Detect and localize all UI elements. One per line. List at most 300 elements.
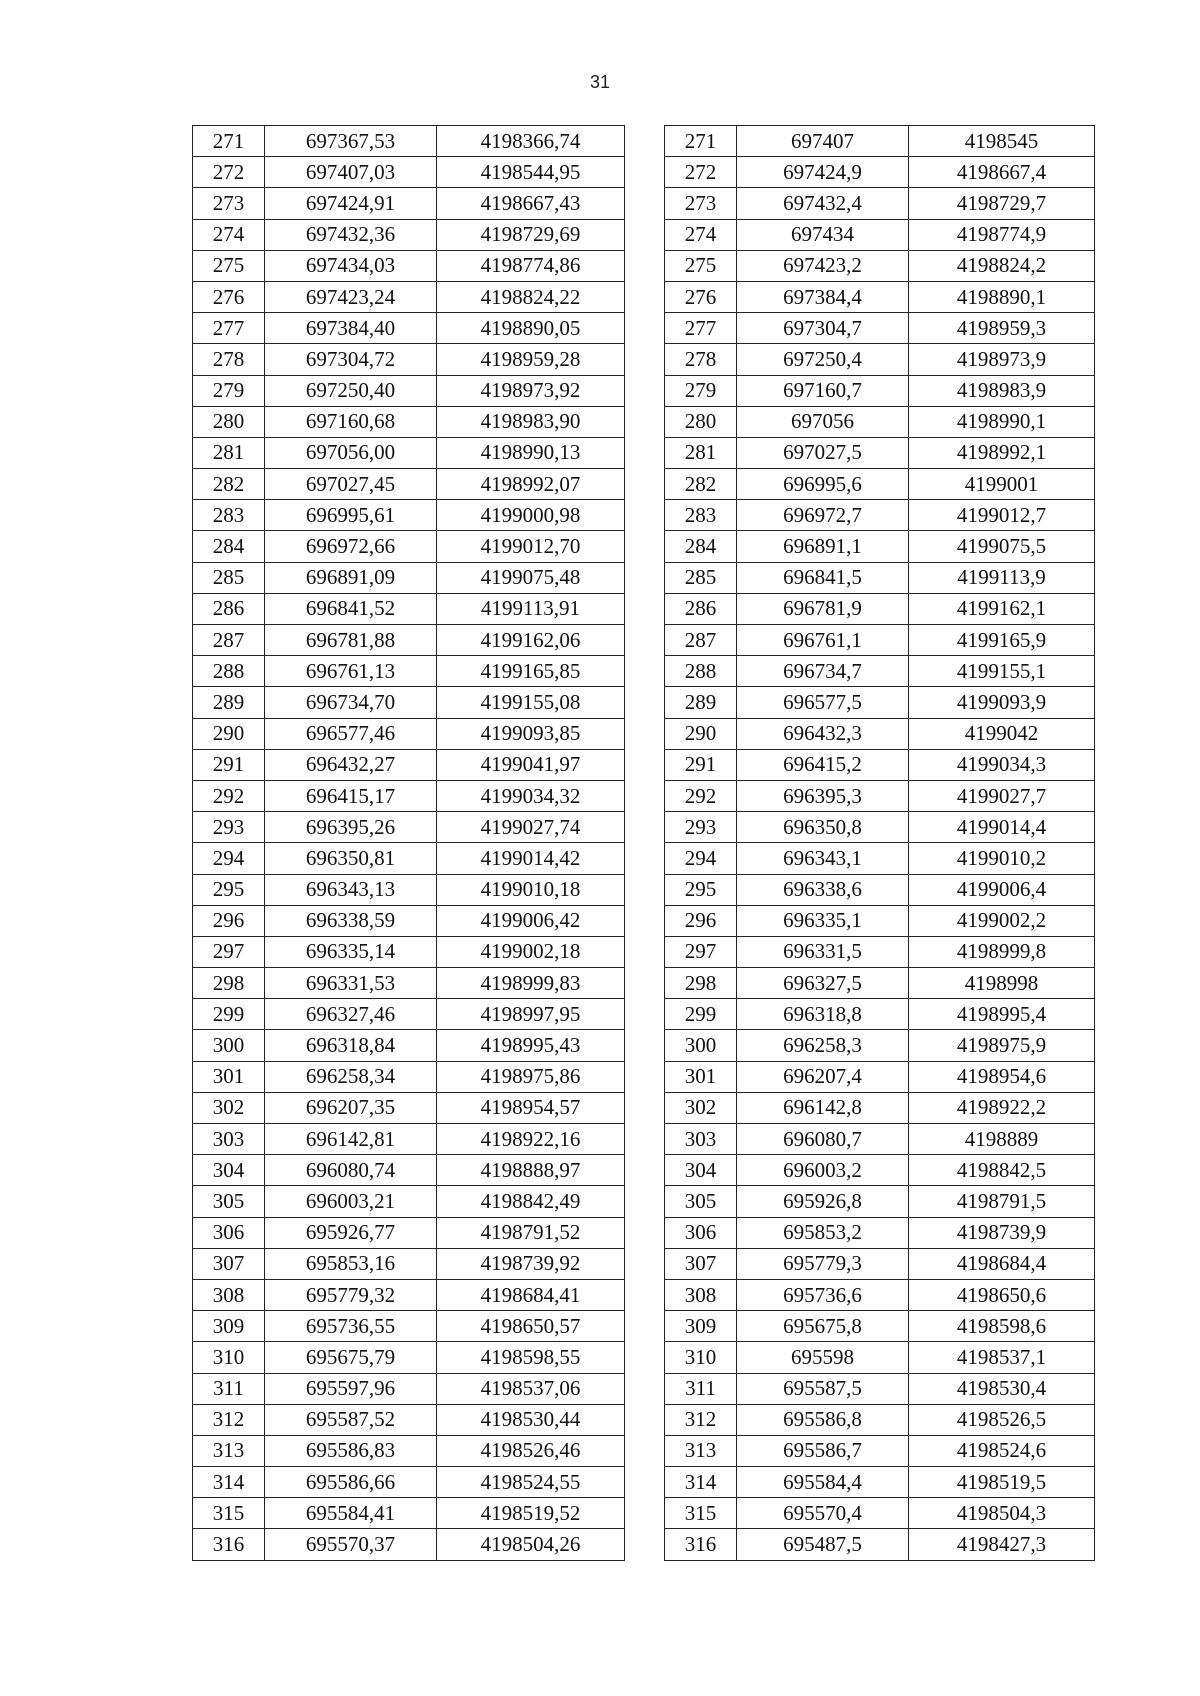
y-coordinate-cell: 4198524,6	[909, 1435, 1095, 1466]
y-coordinate-cell: 4198975,86	[437, 1061, 625, 1092]
table-row	[193, 1529, 625, 1560]
x-coordinate-cell: 697384,4	[737, 281, 909, 312]
point-number-cell: 296	[665, 905, 737, 936]
table-row	[665, 1124, 1095, 1155]
x-coordinate-cell: 696327,46	[265, 999, 437, 1030]
x-coordinate-cell: 696080,7	[737, 1124, 909, 1155]
x-coordinate-cell: 696734,70	[265, 687, 437, 718]
y-coordinate-cell: 4199162,1	[909, 593, 1095, 624]
point-number-cell: 316	[193, 1529, 265, 1560]
table-row	[665, 126, 1095, 157]
point-number-cell: 300	[193, 1030, 265, 1061]
coordinates-table-left	[192, 125, 625, 1561]
y-coordinate-cell: 4198995,4	[909, 999, 1095, 1030]
table-row	[193, 1155, 625, 1186]
table-row	[665, 1404, 1095, 1435]
y-coordinate-cell: 4199155,08	[437, 687, 625, 718]
x-coordinate-cell: 695584,41	[265, 1498, 437, 1529]
x-coordinate-cell: 697384,40	[265, 313, 437, 344]
x-coordinate-cell: 696343,1	[737, 843, 909, 874]
table-row	[665, 1467, 1095, 1498]
table-row	[665, 531, 1095, 562]
table-row	[665, 812, 1095, 843]
x-coordinate-cell: 696207,4	[737, 1061, 909, 1092]
point-number-cell: 305	[193, 1186, 265, 1217]
table-row	[193, 968, 625, 999]
table-row	[665, 936, 1095, 967]
point-number-cell: 303	[665, 1124, 737, 1155]
point-number-cell: 281	[665, 437, 737, 468]
point-number-cell: 287	[665, 625, 737, 656]
y-coordinate-cell: 4198739,92	[437, 1248, 625, 1279]
point-number-cell: 284	[665, 531, 737, 562]
x-coordinate-cell: 696761,13	[265, 656, 437, 687]
point-number-cell: 283	[193, 500, 265, 531]
y-coordinate-cell: 4199093,85	[437, 718, 625, 749]
x-coordinate-cell: 696258,34	[265, 1061, 437, 1092]
point-number-cell: 294	[193, 843, 265, 874]
x-coordinate-cell: 696335,1	[737, 905, 909, 936]
table-row	[665, 469, 1095, 500]
point-number-cell: 288	[193, 656, 265, 687]
table-row	[193, 313, 625, 344]
x-coordinate-cell: 695586,7	[737, 1435, 909, 1466]
coordinates-table-right-body	[665, 126, 1095, 1561]
point-number-cell: 274	[193, 219, 265, 250]
y-coordinate-cell: 4198922,2	[909, 1092, 1095, 1123]
point-number-cell: 296	[193, 905, 265, 936]
point-number-cell: 299	[193, 999, 265, 1030]
y-coordinate-cell: 4199034,32	[437, 780, 625, 811]
point-number-cell: 311	[665, 1373, 737, 1404]
y-coordinate-cell: 4198537,1	[909, 1342, 1095, 1373]
y-coordinate-cell: 4198999,83	[437, 968, 625, 999]
point-number-cell: 316	[665, 1529, 737, 1560]
y-coordinate-cell: 4198684,4	[909, 1248, 1095, 1279]
x-coordinate-cell: 697056,00	[265, 437, 437, 468]
y-coordinate-cell: 4198650,6	[909, 1279, 1095, 1310]
x-coordinate-cell: 697424,91	[265, 188, 437, 219]
table-row	[193, 1279, 625, 1310]
y-coordinate-cell: 4198983,9	[909, 375, 1095, 406]
point-number-cell: 282	[665, 469, 737, 500]
x-coordinate-cell: 696415,17	[265, 780, 437, 811]
x-coordinate-cell: 696734,7	[737, 656, 909, 687]
y-coordinate-cell: 4198598,6	[909, 1311, 1095, 1342]
table-row	[665, 1155, 1095, 1186]
point-number-cell: 311	[193, 1373, 265, 1404]
y-coordinate-cell: 4198545	[909, 126, 1095, 157]
table-row	[193, 749, 625, 780]
point-number-cell: 295	[665, 874, 737, 905]
table-row	[665, 625, 1095, 656]
y-coordinate-cell: 4198959,28	[437, 344, 625, 375]
table-row	[193, 1498, 625, 1529]
x-coordinate-cell: 696891,09	[265, 562, 437, 593]
y-coordinate-cell: 4199075,5	[909, 531, 1095, 562]
table-row	[193, 1467, 625, 1498]
x-coordinate-cell: 697434	[737, 219, 909, 250]
table-row	[193, 1311, 625, 1342]
x-coordinate-cell: 696781,9	[737, 593, 909, 624]
table-row	[665, 1186, 1095, 1217]
point-number-cell: 314	[193, 1467, 265, 1498]
y-coordinate-cell: 4198824,22	[437, 281, 625, 312]
table-row	[665, 1373, 1095, 1404]
point-number-cell: 315	[665, 1498, 737, 1529]
point-number-cell: 289	[193, 687, 265, 718]
y-coordinate-cell: 4199113,91	[437, 593, 625, 624]
y-coordinate-cell: 4198888,97	[437, 1155, 625, 1186]
x-coordinate-cell: 695675,79	[265, 1342, 437, 1373]
point-number-cell: 284	[193, 531, 265, 562]
y-coordinate-cell: 4198427,3	[909, 1529, 1095, 1560]
y-coordinate-cell: 4199165,85	[437, 656, 625, 687]
table-row	[665, 780, 1095, 811]
x-coordinate-cell: 695675,8	[737, 1311, 909, 1342]
table-row	[665, 375, 1095, 406]
x-coordinate-cell: 697423,2	[737, 250, 909, 281]
y-coordinate-cell: 4198526,5	[909, 1404, 1095, 1435]
table-row	[193, 344, 625, 375]
table-row	[193, 936, 625, 967]
x-coordinate-cell: 697423,24	[265, 281, 437, 312]
x-coordinate-cell: 695853,2	[737, 1217, 909, 1248]
x-coordinate-cell: 695926,8	[737, 1186, 909, 1217]
table-row	[193, 219, 625, 250]
table-row	[665, 1061, 1095, 1092]
table-row	[665, 1092, 1095, 1123]
y-coordinate-cell: 4199034,3	[909, 749, 1095, 780]
table-row	[193, 1248, 625, 1279]
y-coordinate-cell: 4199155,1	[909, 656, 1095, 687]
y-coordinate-cell: 4198990,1	[909, 406, 1095, 437]
table-row	[193, 531, 625, 562]
y-coordinate-cell: 4198537,06	[437, 1373, 625, 1404]
y-coordinate-cell: 4198504,26	[437, 1529, 625, 1560]
y-coordinate-cell: 4199002,2	[909, 905, 1095, 936]
x-coordinate-cell: 696395,3	[737, 780, 909, 811]
table-row	[665, 406, 1095, 437]
x-coordinate-cell: 696207,35	[265, 1092, 437, 1123]
y-coordinate-cell: 4198954,6	[909, 1061, 1095, 1092]
point-number-cell: 271	[665, 126, 737, 157]
table-row	[665, 1311, 1095, 1342]
x-coordinate-cell: 695736,55	[265, 1311, 437, 1342]
table-row	[665, 281, 1095, 312]
x-coordinate-cell: 697304,7	[737, 313, 909, 344]
y-coordinate-cell: 4198684,41	[437, 1279, 625, 1310]
point-number-cell: 279	[665, 375, 737, 406]
point-number-cell: 307	[665, 1248, 737, 1279]
point-number-cell: 275	[665, 250, 737, 281]
y-coordinate-cell: 4198650,57	[437, 1311, 625, 1342]
y-coordinate-cell: 4199012,70	[437, 531, 625, 562]
table-row	[665, 500, 1095, 531]
y-coordinate-cell: 4198842,5	[909, 1155, 1095, 1186]
table-row	[665, 843, 1095, 874]
x-coordinate-cell: 695570,4	[737, 1498, 909, 1529]
table-row	[665, 313, 1095, 344]
y-coordinate-cell: 4199010,18	[437, 874, 625, 905]
table-row	[193, 999, 625, 1030]
table-row	[193, 469, 625, 500]
point-number-cell: 298	[665, 968, 737, 999]
x-coordinate-cell: 696841,5	[737, 562, 909, 593]
point-number-cell: 285	[665, 562, 737, 593]
x-coordinate-cell: 697160,7	[737, 375, 909, 406]
point-number-cell: 278	[665, 344, 737, 375]
y-coordinate-cell: 4199113,9	[909, 562, 1095, 593]
y-coordinate-cell: 4199014,42	[437, 843, 625, 874]
y-coordinate-cell: 4199001	[909, 469, 1095, 500]
point-number-cell: 302	[193, 1092, 265, 1123]
x-coordinate-cell: 695598	[737, 1342, 909, 1373]
point-number-cell: 273	[665, 188, 737, 219]
y-coordinate-cell: 4198791,5	[909, 1186, 1095, 1217]
y-coordinate-cell: 4198992,1	[909, 437, 1095, 468]
point-number-cell: 315	[193, 1498, 265, 1529]
x-coordinate-cell: 695570,37	[265, 1529, 437, 1560]
x-coordinate-cell: 695779,32	[265, 1279, 437, 1310]
table-row	[665, 749, 1095, 780]
x-coordinate-cell: 696432,3	[737, 718, 909, 749]
table-row	[193, 126, 625, 157]
table-row	[193, 437, 625, 468]
table-row	[193, 500, 625, 531]
x-coordinate-cell: 696338,6	[737, 874, 909, 905]
point-number-cell: 292	[193, 780, 265, 811]
x-coordinate-cell: 697432,36	[265, 219, 437, 250]
x-coordinate-cell: 696995,61	[265, 500, 437, 531]
table-row	[193, 1373, 625, 1404]
point-number-cell: 278	[193, 344, 265, 375]
point-number-cell: 277	[193, 313, 265, 344]
point-number-cell: 297	[193, 936, 265, 967]
x-coordinate-cell: 697407,03	[265, 157, 437, 188]
x-coordinate-cell: 697434,03	[265, 250, 437, 281]
x-coordinate-cell: 696350,8	[737, 812, 909, 843]
x-coordinate-cell: 696003,21	[265, 1186, 437, 1217]
y-coordinate-cell: 4198366,74	[437, 126, 625, 157]
table-row	[193, 843, 625, 874]
y-coordinate-cell: 4198999,8	[909, 936, 1095, 967]
coordinates-table-right	[664, 125, 1095, 1561]
table-row	[193, 157, 625, 188]
y-coordinate-cell: 4198739,9	[909, 1217, 1095, 1248]
table-row	[665, 437, 1095, 468]
x-coordinate-cell: 696003,2	[737, 1155, 909, 1186]
point-number-cell: 271	[193, 126, 265, 157]
point-number-cell: 289	[665, 687, 737, 718]
table-row	[193, 718, 625, 749]
x-coordinate-cell: 696350,81	[265, 843, 437, 874]
x-coordinate-cell: 696995,6	[737, 469, 909, 500]
x-coordinate-cell: 696395,26	[265, 812, 437, 843]
table-row	[193, 1061, 625, 1092]
y-coordinate-cell: 4198824,2	[909, 250, 1095, 281]
y-coordinate-cell: 4198504,3	[909, 1498, 1095, 1529]
y-coordinate-cell: 4198530,4	[909, 1373, 1095, 1404]
y-coordinate-cell: 4198890,05	[437, 313, 625, 344]
y-coordinate-cell: 4199042	[909, 718, 1095, 749]
table-row	[193, 188, 625, 219]
table-row	[193, 812, 625, 843]
point-number-cell: 312	[193, 1404, 265, 1435]
x-coordinate-cell: 695926,77	[265, 1217, 437, 1248]
x-coordinate-cell: 697407	[737, 126, 909, 157]
y-coordinate-cell: 4198519,5	[909, 1467, 1095, 1498]
x-coordinate-cell: 695779,3	[737, 1248, 909, 1279]
y-coordinate-cell: 4199006,42	[437, 905, 625, 936]
y-coordinate-cell: 4198774,9	[909, 219, 1095, 250]
x-coordinate-cell: 696258,3	[737, 1030, 909, 1061]
x-coordinate-cell: 695587,52	[265, 1404, 437, 1435]
x-coordinate-cell: 695584,4	[737, 1467, 909, 1498]
y-coordinate-cell: 4198990,13	[437, 437, 625, 468]
x-coordinate-cell: 695586,66	[265, 1467, 437, 1498]
page-number: 31	[589, 72, 611, 92]
y-coordinate-cell: 4198842,49	[437, 1186, 625, 1217]
y-coordinate-cell: 4198667,4	[909, 157, 1095, 188]
x-coordinate-cell: 696841,52	[265, 593, 437, 624]
point-number-cell: 298	[193, 968, 265, 999]
x-coordinate-cell: 696415,2	[737, 749, 909, 780]
table-row	[193, 562, 625, 593]
x-coordinate-cell: 696761,1	[737, 625, 909, 656]
y-coordinate-cell: 4199165,9	[909, 625, 1095, 656]
y-coordinate-cell: 4199000,98	[437, 500, 625, 531]
point-number-cell: 310	[193, 1342, 265, 1373]
table-row	[665, 1342, 1095, 1373]
point-number-cell: 276	[665, 281, 737, 312]
x-coordinate-cell: 697432,4	[737, 188, 909, 219]
table-row	[193, 1435, 625, 1466]
point-number-cell: 309	[665, 1311, 737, 1342]
x-coordinate-cell: 696577,5	[737, 687, 909, 718]
x-coordinate-cell: 697027,5	[737, 437, 909, 468]
y-coordinate-cell: 4198526,46	[437, 1435, 625, 1466]
x-coordinate-cell: 696343,13	[265, 874, 437, 905]
point-number-cell: 275	[193, 250, 265, 281]
table-row	[665, 1030, 1095, 1061]
point-number-cell: 295	[193, 874, 265, 905]
point-number-cell: 283	[665, 500, 737, 531]
y-coordinate-cell: 4198791,52	[437, 1217, 625, 1248]
point-number-cell: 308	[193, 1279, 265, 1310]
y-coordinate-cell: 4198729,69	[437, 219, 625, 250]
x-coordinate-cell: 696972,7	[737, 500, 909, 531]
x-coordinate-cell: 696335,14	[265, 936, 437, 967]
table-row	[665, 905, 1095, 936]
table-row	[665, 1217, 1095, 1248]
x-coordinate-cell: 697367,53	[265, 126, 437, 157]
point-number-cell: 288	[665, 656, 737, 687]
x-coordinate-cell: 695736,6	[737, 1279, 909, 1310]
table-row	[193, 593, 625, 624]
y-coordinate-cell: 4199093,9	[909, 687, 1095, 718]
table-row	[193, 687, 625, 718]
point-number-cell: 306	[665, 1217, 737, 1248]
table-row	[193, 1092, 625, 1123]
table-row	[665, 562, 1095, 593]
table-row	[665, 1498, 1095, 1529]
y-coordinate-cell: 4199010,2	[909, 843, 1095, 874]
y-coordinate-cell: 4198983,90	[437, 406, 625, 437]
table-row	[193, 1404, 625, 1435]
point-number-cell: 293	[665, 812, 737, 843]
table-row	[665, 656, 1095, 687]
coordinates-table-left-body	[193, 126, 625, 1561]
y-coordinate-cell: 4198922,16	[437, 1124, 625, 1155]
table-row	[665, 1279, 1095, 1310]
table-row	[665, 687, 1095, 718]
y-coordinate-cell: 4199012,7	[909, 500, 1095, 531]
x-coordinate-cell: 695587,5	[737, 1373, 909, 1404]
point-number-cell: 297	[665, 936, 737, 967]
table-row	[193, 780, 625, 811]
y-coordinate-cell: 4199162,06	[437, 625, 625, 656]
x-coordinate-cell: 695586,8	[737, 1404, 909, 1435]
point-number-cell: 292	[665, 780, 737, 811]
table-row	[193, 281, 625, 312]
x-coordinate-cell: 696781,88	[265, 625, 437, 656]
point-number-cell: 293	[193, 812, 265, 843]
table-row	[193, 1186, 625, 1217]
y-coordinate-cell: 4198998	[909, 968, 1095, 999]
point-number-cell: 314	[665, 1467, 737, 1498]
point-number-cell: 313	[193, 1435, 265, 1466]
y-coordinate-cell: 4198598,55	[437, 1342, 625, 1373]
point-number-cell: 290	[665, 718, 737, 749]
x-coordinate-cell: 697424,9	[737, 157, 909, 188]
point-number-cell: 290	[193, 718, 265, 749]
point-number-cell: 277	[665, 313, 737, 344]
x-coordinate-cell: 697160,68	[265, 406, 437, 437]
table-row	[193, 874, 625, 905]
point-number-cell: 310	[665, 1342, 737, 1373]
point-number-cell: 304	[193, 1155, 265, 1186]
x-coordinate-cell: 695586,83	[265, 1435, 437, 1466]
point-number-cell: 282	[193, 469, 265, 500]
point-number-cell: 300	[665, 1030, 737, 1061]
table-row	[193, 375, 625, 406]
y-coordinate-cell: 4199027,74	[437, 812, 625, 843]
point-number-cell: 312	[665, 1404, 737, 1435]
point-number-cell: 305	[665, 1186, 737, 1217]
y-coordinate-cell: 4198774,86	[437, 250, 625, 281]
y-coordinate-cell: 4199006,4	[909, 874, 1095, 905]
point-number-cell: 309	[193, 1311, 265, 1342]
point-number-cell: 287	[193, 625, 265, 656]
table-row	[665, 1529, 1095, 1560]
point-number-cell: 294	[665, 843, 737, 874]
y-coordinate-cell: 4198890,1	[909, 281, 1095, 312]
table-row	[665, 874, 1095, 905]
point-number-cell: 301	[193, 1061, 265, 1092]
point-number-cell: 285	[193, 562, 265, 593]
table-row	[665, 157, 1095, 188]
point-number-cell: 302	[665, 1092, 737, 1123]
point-number-cell: 279	[193, 375, 265, 406]
x-coordinate-cell: 697304,72	[265, 344, 437, 375]
table-row	[665, 219, 1095, 250]
table-row	[193, 905, 625, 936]
y-coordinate-cell: 4198954,57	[437, 1092, 625, 1123]
x-coordinate-cell: 696142,8	[737, 1092, 909, 1123]
y-coordinate-cell: 4198729,7	[909, 188, 1095, 219]
y-coordinate-cell: 4199041,97	[437, 749, 625, 780]
